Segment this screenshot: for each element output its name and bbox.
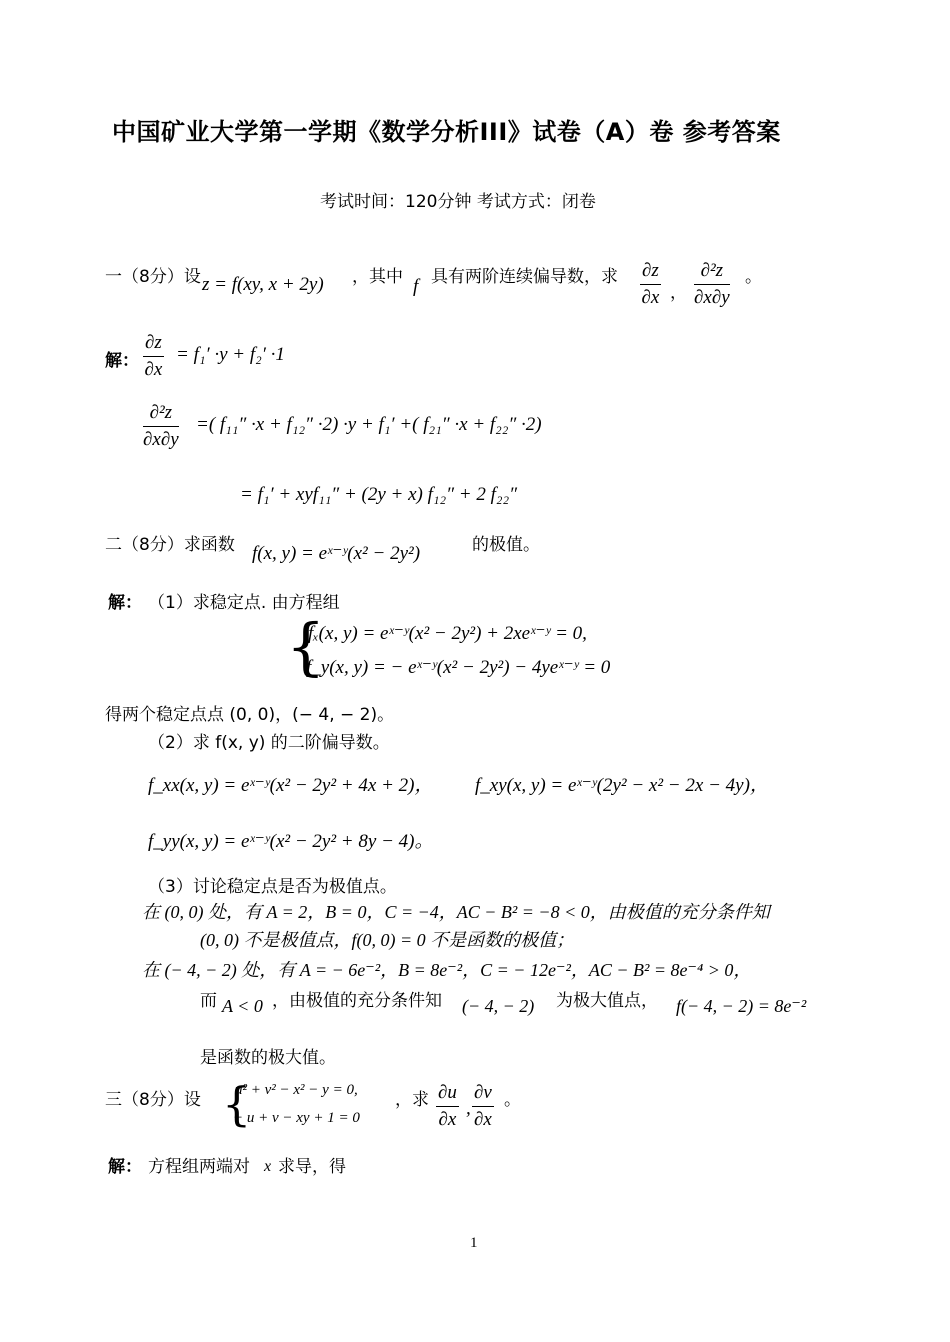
sol3-variable: x — [264, 1158, 272, 1175]
sol2-step-2: （2）求 f(x, y) 的二阶偏导数。 — [148, 733, 390, 753]
sol2-equation-2: f_y(x, y) = − eˣ⁻ʸ(x² − 2y²) − 4yeˣ⁻ʸ = 0 — [306, 657, 611, 678]
q1-fraction-2 — [694, 258, 730, 311]
sol1-frac1-den: ∂x — [144, 359, 163, 380]
sol1-line-1: = f₁′ ·y + f₂′ ·1 — [176, 344, 285, 365]
q2-tail: 的极值。 — [472, 535, 540, 555]
sol2-point2-text: ，由极值的充分条件知 — [272, 991, 442, 1011]
q3-label: 三（8分）设 — [105, 1090, 201, 1110]
sol1-line-3: = f₁′ + xyf₁₁″ + (2y + x) f₁₂″ + 2 f₂₂″ — [240, 484, 517, 505]
q1-comma: ， — [670, 283, 687, 303]
sol2-step-3: （3）讨论稳定点是否为极值点。 — [148, 877, 397, 897]
sol2-point2-line1: 在 (− 4, − 2) 处，有 A = − 6e⁻²，B = 8e⁻²，C = − 12e⁻²，AC − B² = 8e⁻⁴ > 0， — [142, 960, 752, 980]
sol2-system-brace: { — [286, 610, 326, 683]
q2-expression: f(x, y) = eˣ⁻ʸ(x² − 2y²) — [252, 543, 421, 564]
exam-info: 考试时间：120分钟 考试方式：闭卷 — [320, 192, 596, 212]
sol1-label: 解： — [105, 351, 139, 371]
sol1-line-2: =( f₁₁″ ·x + f₁₂″ ·2) ·y + f₁′ +( f₂₁″ ·x + f₂₂″ ·2) — [196, 414, 542, 435]
q3-fraction-1 — [436, 1080, 459, 1133]
sol2-fxx: f_xx(x, y) = eˣ⁻ʸ(x² − 2y² + 4x + 2)， — [148, 775, 434, 796]
q1-frac2-num: ∂²z — [694, 258, 730, 285]
q1-frac2-den: ∂x∂y — [694, 287, 730, 308]
q2-label: 二（8分）求函数 — [105, 535, 235, 555]
sol2-label: 解： — [108, 593, 142, 613]
q1-f: f — [413, 276, 419, 297]
sol2-point2-coords: (− 4, − 2) — [462, 996, 535, 1016]
q3-frac1-den: ∂x — [438, 1109, 457, 1130]
sol2-conclusion: 是函数的极大值。 — [200, 1048, 336, 1068]
sol3-label: 解： — [108, 1157, 142, 1177]
page-number: 1 — [470, 1235, 478, 1251]
q1-frac1-num: ∂z — [640, 258, 661, 285]
sol1-frac1-num: ∂z — [143, 330, 164, 357]
q3-mid: ，求 — [395, 1090, 429, 1110]
sol2-fyy: f_yy(x, y) = eˣ⁻ʸ(x² − 2y² + 8y − 4)。 — [148, 831, 434, 852]
q1-fraction-1 — [640, 258, 661, 311]
sol2-point2-maxpoint: 为极大值点， — [556, 991, 658, 1011]
sol3-text-2: 求导，得 — [278, 1157, 346, 1177]
q3-frac2-num: ∂v — [472, 1080, 494, 1107]
sol1-frac2-den: ∂x∂y — [143, 429, 179, 450]
sol2-point2-value: f(− 4, − 2) = 8e⁻² — [676, 996, 807, 1016]
q1-end: 。 — [745, 267, 762, 287]
sol1-fraction-2 — [143, 400, 179, 453]
q3-end: 。 — [504, 1090, 521, 1110]
q3-frac2-den: ∂x — [474, 1109, 492, 1130]
q3-comma: , — [466, 1098, 471, 1119]
q3-equation-2: − u + v − xy + 1 = 0 — [233, 1110, 360, 1126]
q3-equation-1: u² + v² − x² − y = 0, — [235, 1082, 358, 1098]
sol2-point2-A: A < 0 — [222, 996, 263, 1016]
q1-text-tail: 具有两阶连续偏导数，求 — [431, 267, 618, 287]
sol2-stationary-points: 得两个稳定点点 (0, 0)，(− 4, − 2)。 — [105, 705, 395, 725]
q1-frac1-den: ∂x — [641, 287, 660, 308]
sol2-point1-line2: (0, 0) 不是极值点，f(0, 0) = 0 不是函数的极值； — [200, 930, 575, 950]
sol3-text-1: 方程组两端对 — [148, 1157, 250, 1177]
q3-system-brace: { — [222, 1077, 252, 1131]
q1-expression: z = f(xy, x + 2y) — [202, 274, 324, 295]
sol1-frac2-num: ∂²z — [143, 400, 179, 427]
sol2-point1-line1: 在 (0, 0) 处，有 A = 2，B = 0，C = −4，AC − B² = −8 < 0，由极值的充分条件知 — [142, 902, 770, 922]
q1-label: 一（8分）设 — [105, 267, 201, 287]
sol2-point2-er: 而 — [200, 991, 217, 1011]
page-title: 中国矿业大学第一学期《数学分析III》试卷（A）卷 参考答案 — [112, 118, 781, 146]
sol1-fraction-1 — [143, 330, 164, 383]
sol2-step-1: （1）求稳定点. 由方程组 — [148, 593, 340, 613]
sol2-equation-1: fₓ(x, y) = eˣ⁻ʸ(x² − 2y²) + 2xeˣ⁻ʸ = 0, — [308, 623, 587, 644]
sol2-fxy: f_xy(x, y) = eˣ⁻ʸ(2y² − x² − 2x − 4y)， — [475, 775, 769, 796]
q3-fraction-2 — [472, 1080, 494, 1133]
q1-text-mid: ，其中 — [352, 267, 403, 287]
q3-frac1-num: ∂u — [436, 1080, 459, 1107]
